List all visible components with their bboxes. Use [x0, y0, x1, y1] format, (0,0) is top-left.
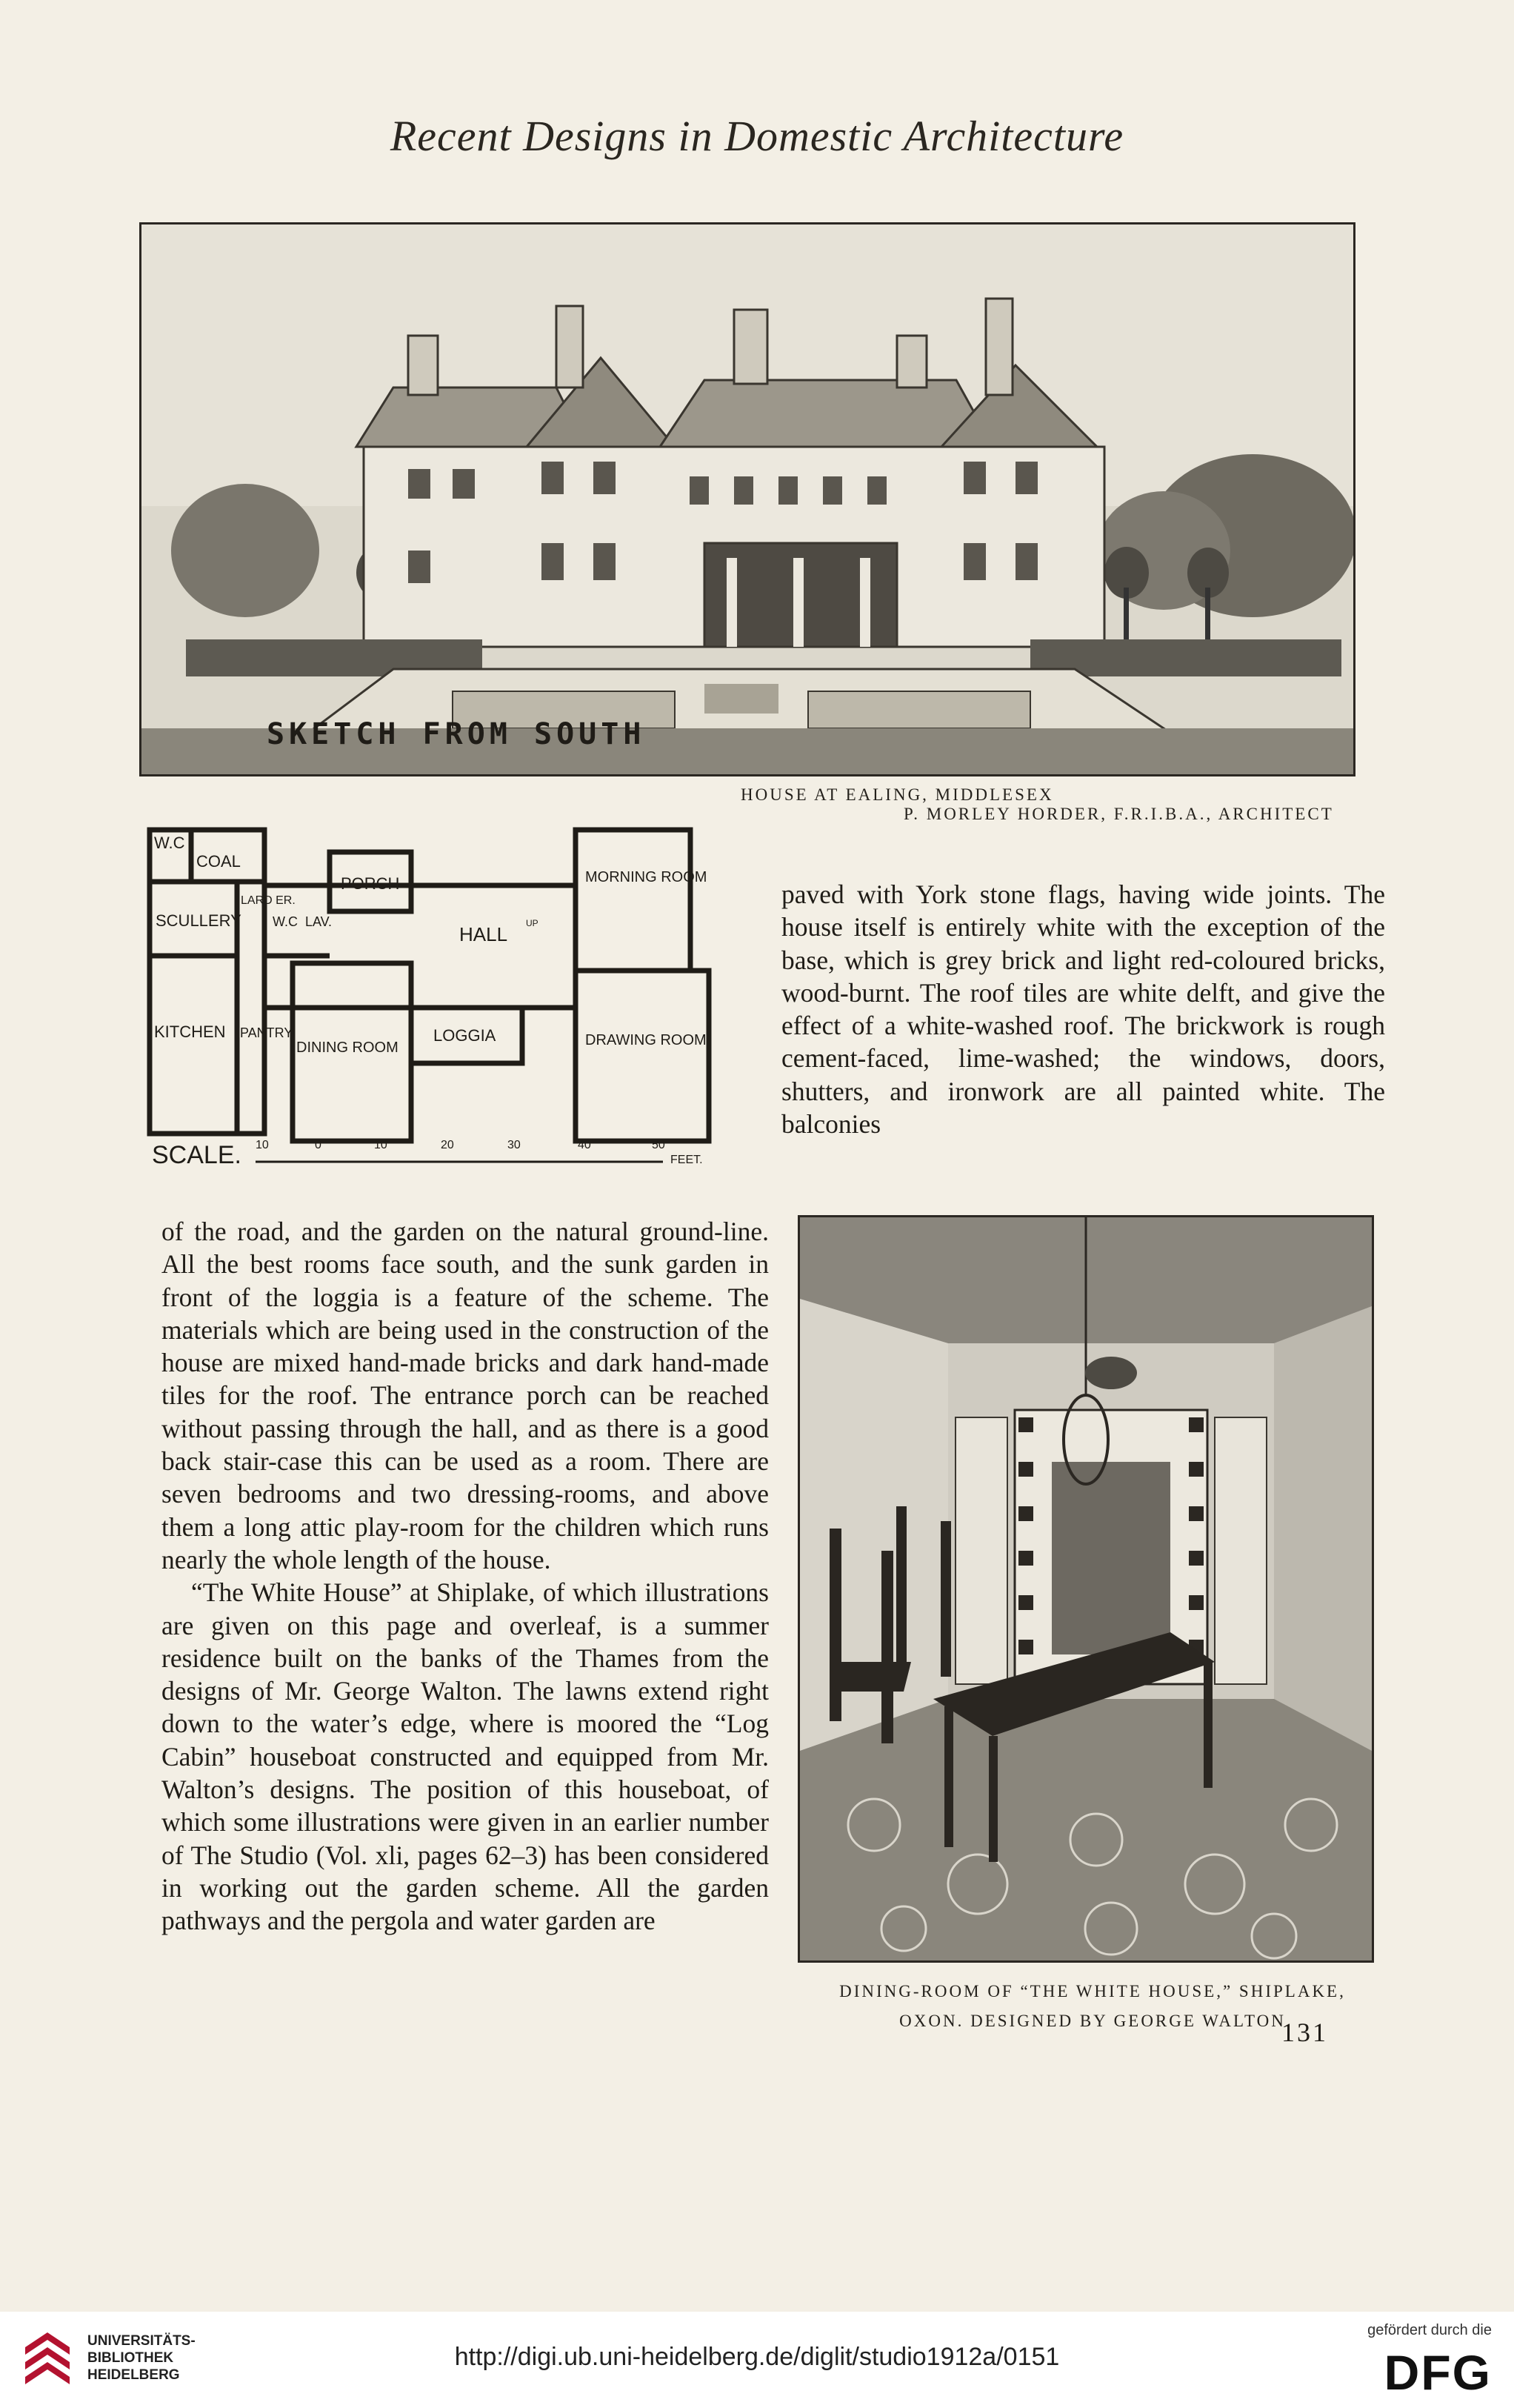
- right-column-paragraph: paved with York stone flags, having wide joints. The house itself is entirely white with the exception of the base, which is grey brick and light red-coloured bricks, wood-burnt. The roof tiles are white delft, and give the effect of a white-washed roof. The brickwork is rough cement-faced, lime-washed; the windows, doors, shutters, and ironwork are all painted white. The balconies: [781, 879, 1385, 1140]
- plan-label-larder: LARD ER.: [241, 894, 296, 907]
- house-caption-line1: HOUSE AT EALING, MIDDLESEX: [741, 785, 1054, 804]
- library-name-line1: UNIVERSITÄTS-: [87, 2333, 196, 2349]
- dfg-logo: DFG: [1384, 2345, 1492, 2400]
- scale-tick-2: 10: [374, 1139, 387, 1151]
- dining-room-caption-line2: OXON. DESIGNED BY GEORGE WALTON: [899, 2012, 1286, 2030]
- scale-tick-4: 30: [507, 1139, 521, 1151]
- plan-label-scullery: SCULLERY: [156, 911, 241, 930]
- plan-label-wc1: W.C: [154, 834, 185, 852]
- plan-label-up: UP: [526, 918, 538, 928]
- scale-unit: FEET.: [670, 1154, 703, 1166]
- plan-label-morning-room: MORNING ROOM: [585, 869, 707, 885]
- plan-label-dining-room: DINING ROOM: [296, 1040, 398, 1056]
- running-head: Recent Designs in Domestic Architecture: [390, 112, 1124, 160]
- scale-tick-6: 50: [652, 1139, 665, 1151]
- source-url-link[interactable]: http://digi.ub.uni-heidelberg.de/diglit/studio1912a/0151: [454, 2343, 1060, 2371]
- right-column-text: [781, 878, 1385, 1140]
- scale-tick-0: 10: [256, 1139, 269, 1151]
- house-caption: [741, 785, 1355, 824]
- library-name-line3: HEIDELBERG: [87, 2367, 180, 2383]
- plan-label-coal: COAL: [196, 852, 241, 871]
- scale-tick-1: 0: [315, 1139, 321, 1151]
- page-number: 131: [1281, 2018, 1328, 2047]
- house-caption-line2: P. MORLEY HORDER, F.R.I.B.A., ARCHITECT: [904, 805, 1334, 823]
- plan-label-kitchen: KITCHEN: [154, 1022, 226, 1041]
- digitization-footer: [0, 2312, 1514, 2408]
- plan-label-pantry: PANTRY: [240, 1025, 293, 1040]
- dining-room-caption-line1: DINING-ROOM OF “THE WHITE HOUSE,” SHIPLAKE,: [839, 1982, 1346, 2000]
- library-name-line2: BIBLIOTHEK: [87, 2350, 174, 2366]
- plan-label-porch: PORCH: [341, 874, 400, 893]
- left-column-paragraph-2: “The White House” at Shiplake, of which illustrations are given on this page and overleaf, is a summer residence built on the banks of the Thames from the designs of Mr. George Walton. The lawns extend right down to the water’s edge, where is moored the “Log Cabin” houseboat constructed and equipped from Mr. Walton’s designs. The position of this houseboat, of which some illustrations were given in an earlier number of The Studio (Vol. xli, pages 62–3) has been considered in working out the garden scheme. All the garden pathways and the pergola and water garden are: [161, 1577, 769, 1936]
- left-column-paragraph-1: of the road, and the garden on the natural ground-line. All the best rooms face south, and the sunk garden in front of the loggia is a feature of the scheme. The materials which are being used in the construction of the house are mixed hand-made bricks and dark hand-made tiles for the roof. The entrance porch can be reached without passing through the hall, and as there is a good back stair-case this can be used as a room. There are seven bedrooms and two dressing-rooms, and above them a long attic play-room for the children which runs nearly the whole length of the house.: [161, 1217, 769, 1574]
- plan-label-drawing-room: DRAWING ROOM: [585, 1032, 707, 1048]
- plan-label-hall: HALL: [459, 923, 508, 945]
- dining-room-photo: [798, 1215, 1374, 1963]
- sketch-label: SKETCH FROM SOUTH: [267, 717, 646, 751]
- scale-bar: [152, 1126, 744, 1171]
- house-sketch-image: [139, 222, 1355, 776]
- scale-label: SCALE.: [152, 1141, 241, 1169]
- plan-label-loggia: LOGGIA: [433, 1026, 496, 1045]
- plan-label-wc2: W.C: [273, 914, 298, 929]
- plan-label-lav: LAV.: [305, 914, 333, 929]
- left-column-text: [161, 1215, 769, 1938]
- funding-note: gefördert durch die: [1367, 2322, 1492, 2338]
- floor-plan: [141, 815, 733, 1148]
- scale-tick-5: 40: [578, 1139, 591, 1151]
- scale-tick-3: 20: [441, 1139, 454, 1151]
